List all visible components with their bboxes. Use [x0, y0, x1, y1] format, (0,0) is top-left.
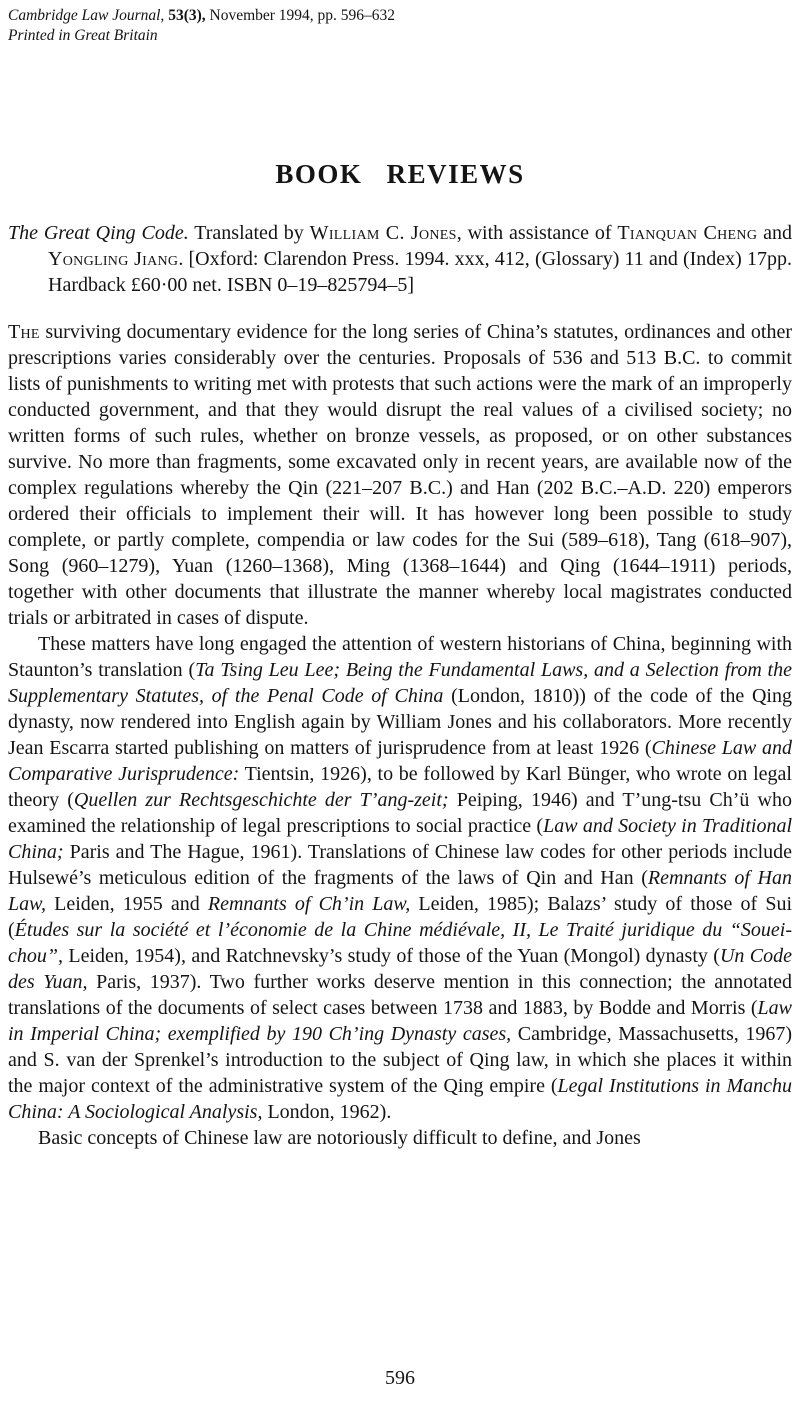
text-segment: Paris, 1937). Two further works deserve mention in this connection; the annotated translations of the documents of select cases between 1738 and 1883, by Bodde and Morris (: [8, 970, 793, 1019]
text-segment: surviving documentary evidence for the long series of China’s statutes, ordinances and other prescriptions varies considerably over the centuries. Proposals of 536 and 513 B.C. to commit lists of punishments to writing met with protests that such actions were the mark of an improperly conducted government, and that they would disrupt the real values of a civilised society; no written forms of such rules, whether on bronze vessels, as proposed, or on other substances survive. No more than fragments, some excavated only in recent years, are available now of the complex regulations whereby the Qin (221–207 B.C.) and Han (202 B.C.–A.D. 220) emperors ordered their officials to implement their will. It has however long been possible to study complete, or partly complete, compendia or law codes for the Sui (589–618), Tang (618–907), Song (960–1279), Yuan (1260–1368), Ming (1368–1644) and Qing (1644–1911) periods, together with other documents that illustrate the manner whereby local magistrates conducted trials or arbitrated in cases of dispute.: [8, 320, 792, 629]
text-segment: The: [8, 320, 40, 343]
text-segment: Leiden, 1954), and Ratchnevsky’s study of those of the Yuan (Mongol) dynasty (: [63, 944, 720, 967]
text-segment: Un Code des Yuan,: [8, 944, 792, 993]
text-segment: William C. Jones: [309, 221, 457, 244]
journal-header: [8, 6, 792, 47]
paragraph: [8, 319, 792, 631]
text-segment: . [Oxford: Clarendon Press. 1994. xxx, 412, (Glossary) 11 and (Index) 17pp. Hardback £60·00 net. ISBN 0–19–825794–5]: [48, 247, 792, 296]
journal-header-line2: [8, 26, 792, 46]
text-segment: Leiden, 1955 and: [45, 892, 208, 915]
text-segment: Chinese Law and Comparative Jurisprudence:: [8, 736, 792, 785]
text-segment: Études sur la société et l’économie de la Chine médiévale, II, Le Traité juridique du “Souei-chou”,: [8, 918, 792, 967]
review-body: [8, 319, 792, 1151]
text-segment: 53(3),: [164, 7, 206, 24]
paragraph: [8, 631, 792, 1125]
text-segment: Basic concepts of Chinese law are notoriously difficult to define, and Jones: [38, 1126, 641, 1149]
page-number: 596: [385, 1367, 415, 1389]
section-title: BOOK REVIEWS: [275, 158, 525, 189]
text-segment: Printed in Great Britain: [8, 27, 158, 45]
text-segment: , London, 1962).: [257, 1100, 392, 1123]
paragraph: [8, 1125, 792, 1151]
text-segment: Tientsin, 1926), to be followed by Karl Bünger, who wrote on legal theory (: [8, 762, 792, 811]
text-segment: Remnants of Han Law,: [8, 866, 792, 915]
text-segment: These matters have long engaged the attention of western historians of China, beginning with Staunton’s translation (: [8, 632, 792, 681]
text-segment: , with assistance of: [456, 221, 618, 244]
text-segment: Legal Institutions in Manchu China: A Sociological Analysis: [8, 1074, 792, 1123]
text-segment: Ta Tsing Leu Lee; Being the Fundamental Laws, and a Selection from the Supplementary Statutes, of the Penal Code of China: [8, 658, 792, 707]
text-segment: Leiden, 1985); Balazs’ study of those of Sui (: [8, 892, 793, 941]
text-segment: Quellen zur Rechtsgeschichte der T’ang-zeit;: [73, 788, 449, 811]
text-segment: (London, 1810)) of the code of the Qing dynasty, now rendered into English again by William Jones and his collaborators. More recently Jean Escarra started publishing on matters of jurisprudence from at least 1926 (: [8, 684, 792, 759]
text-segment: Yongling Jiang: [48, 247, 179, 270]
text-segment: Law and Society in Traditional China;: [8, 814, 792, 863]
text-segment: Law in Imperial China; exemplified by 190 Ch’ing Dynasty cases,: [8, 996, 792, 1045]
text-segment: November 1994, pp. 596–632: [205, 7, 396, 24]
text-segment: Cambridge Law Journal,: [8, 7, 165, 24]
text-segment: Paris and The Hague, 1961). Translations of Chinese law codes for other periods include Hulsewé’s meticulous edition of the fragments of the laws of Qin and Han (: [8, 840, 792, 889]
text-segment: Peiping, 1946) and T’ung-tsu Ch’ü who examined the relationship of legal prescriptions to social practice (: [8, 788, 792, 837]
text-segment: Cambridge, Massachusetts, 1967) and S. van der Sprenkel’s introduction to the subject of Qing law, in which she places it within the major context of the administrative system of the Qing empire (: [8, 1022, 792, 1097]
book-citation: [8, 220, 792, 298]
text-segment: The Great Qing Code.: [8, 221, 189, 244]
journal-header-line1: [8, 6, 792, 26]
text-segment: Translated by: [188, 221, 310, 244]
text-segment: Remnants of Ch’in Law,: [207, 892, 411, 915]
text-segment: and: [757, 221, 792, 244]
text-segment: Tianquan Cheng: [617, 221, 758, 244]
